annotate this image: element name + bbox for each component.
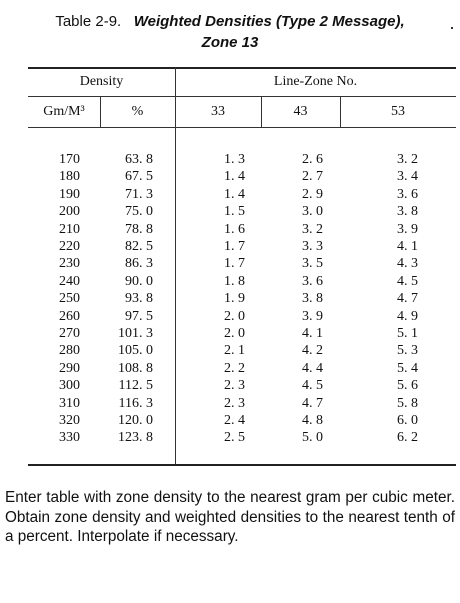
cell-gm: 300 bbox=[59, 378, 80, 394]
cell-percent: 101. 3 bbox=[118, 326, 153, 341]
cell-33: 1. 7 bbox=[224, 256, 245, 272]
cell-percent: 78. 8 bbox=[125, 221, 153, 237]
cell-33: 1. 8 bbox=[224, 273, 245, 289]
cell-gm: 190 bbox=[59, 186, 80, 202]
cell-43: 3. 9 bbox=[302, 308, 323, 324]
cell-43: 3. 5 bbox=[302, 256, 323, 272]
cell-percent: 90. 0 bbox=[125, 273, 153, 289]
table-number: Table 2-9. bbox=[55, 13, 122, 30]
cell-percent: 116. 3 bbox=[118, 395, 153, 411]
cell-53: 4. 7 bbox=[397, 291, 418, 307]
cell-33: 1. 3 bbox=[224, 152, 245, 167]
cell-43: 2. 6 bbox=[302, 152, 323, 167]
cell-33: 1. 5 bbox=[224, 204, 245, 220]
cell-33: 2. 1 bbox=[224, 343, 245, 359]
cell-gm: 290 bbox=[59, 360, 80, 376]
cell-gm: 260 bbox=[59, 308, 80, 324]
cell-43: 5. 0 bbox=[302, 430, 323, 446]
col-header-43: 43 bbox=[293, 104, 308, 119]
cell-33: 1. 7 bbox=[224, 239, 245, 254]
cell-53: 3. 6 bbox=[397, 186, 418, 202]
cell-gm: 180 bbox=[59, 169, 80, 185]
cell-percent: 71. 3 bbox=[125, 186, 153, 202]
cell-53: 5. 8 bbox=[397, 395, 418, 411]
table-title: Weighted Densities (Type 2 Message), bbox=[133, 13, 405, 30]
cell-33: 1. 4 bbox=[224, 186, 245, 202]
cell-percent: 108. 8 bbox=[118, 360, 153, 376]
cell-gm: 240 bbox=[59, 273, 80, 289]
cell-percent: 105. 0 bbox=[118, 343, 153, 359]
cell-53: 6. 0 bbox=[397, 413, 418, 428]
cell-percent: 112. 5 bbox=[118, 378, 153, 394]
line-zone-group-header: Line-Zone No. bbox=[273, 74, 358, 89]
cell-53: 3. 9 bbox=[397, 221, 418, 237]
cell-33: 2. 3 bbox=[224, 395, 245, 411]
cell-gm: 200 bbox=[59, 204, 80, 220]
cell-gm: 330 bbox=[59, 430, 80, 446]
cell-33: 2. 0 bbox=[224, 326, 245, 341]
cell-43: 4. 2 bbox=[302, 343, 323, 359]
cell-gm: 170 bbox=[59, 152, 80, 167]
cell-53: 3. 2 bbox=[397, 152, 418, 167]
cell-43: 3. 8 bbox=[302, 291, 323, 307]
cell-53: 4. 5 bbox=[397, 273, 418, 289]
table-title-zone: Zone 13 bbox=[201, 34, 259, 51]
cell-gm: 270 bbox=[59, 326, 80, 341]
table-caption bbox=[0, 11, 460, 53]
cell-43: 2. 9 bbox=[302, 186, 323, 202]
cell-gm: 230 bbox=[59, 256, 80, 272]
cell-gm: 250 bbox=[59, 291, 80, 307]
table-top-rule bbox=[28, 67, 456, 69]
cell-53: 4. 3 bbox=[397, 256, 418, 272]
cell-gm: 320 bbox=[59, 413, 80, 428]
cell-43: 4. 1 bbox=[302, 326, 323, 341]
cell-percent: 86. 3 bbox=[125, 256, 153, 272]
cell-53: 5. 6 bbox=[397, 378, 418, 394]
col-header-gm: Gm/M³ bbox=[43, 104, 85, 119]
cell-53: 5. 1 bbox=[397, 326, 418, 341]
cell-53: 5. 4 bbox=[397, 360, 418, 376]
cell-43: 4. 7 bbox=[302, 395, 323, 411]
cell-53: 3. 4 bbox=[397, 169, 418, 185]
instruction-note: Enter table with zone density to the nearest gram per cubic meter. Obtain zone density and weighted densities to the nearest tenth of a percent. Interpolate if necessary. bbox=[5, 489, 455, 545]
cell-33: 1. 4 bbox=[224, 169, 245, 185]
cell-53: 4. 1 bbox=[397, 239, 418, 254]
col-header-33: 33 bbox=[211, 104, 225, 119]
cell-percent: 93. 8 bbox=[125, 291, 153, 307]
cell-33: 2. 3 bbox=[224, 378, 245, 394]
cell-43: 4. 4 bbox=[302, 360, 323, 376]
cell-43: 3. 0 bbox=[302, 204, 323, 220]
cell-43: 4. 8 bbox=[302, 413, 323, 428]
cell-percent: 75. 0 bbox=[125, 204, 153, 220]
cell-gm: 220 bbox=[59, 239, 80, 254]
cell-percent: 97. 5 bbox=[125, 308, 153, 324]
cell-33: 2. 2 bbox=[224, 360, 245, 376]
col-header-percent: % bbox=[131, 104, 144, 119]
cell-43: 3. 2 bbox=[302, 221, 323, 237]
cell-percent: 82. 5 bbox=[125, 239, 153, 254]
cell-53: 3. 8 bbox=[397, 204, 418, 220]
cell-53: 5. 3 bbox=[397, 343, 418, 359]
cell-gm: 210 bbox=[59, 221, 80, 237]
cell-53: 4. 9 bbox=[397, 308, 418, 324]
cell-percent: 67. 5 bbox=[125, 169, 153, 185]
cell-gm: 310 bbox=[59, 395, 80, 411]
cell-33: 2. 5 bbox=[224, 430, 245, 446]
cell-percent: 63. 8 bbox=[125, 152, 153, 167]
cell-43: 2. 7 bbox=[302, 169, 323, 185]
cell-33: 2. 0 bbox=[224, 308, 245, 324]
table-bottom-rule bbox=[28, 464, 456, 466]
cell-percent: 120. 0 bbox=[118, 413, 153, 428]
group-header-rule bbox=[28, 96, 456, 97]
cell-percent: 123. 8 bbox=[118, 430, 153, 446]
cell-33: 2. 4 bbox=[224, 413, 245, 428]
cell-33: 1. 6 bbox=[224, 221, 245, 237]
cell-33: 1. 9 bbox=[224, 291, 245, 307]
cell-43: 3. 3 bbox=[302, 239, 323, 254]
cell-43: 3. 6 bbox=[302, 273, 323, 289]
cell-43: 4. 5 bbox=[302, 378, 323, 394]
col-header-53: 53 bbox=[391, 104, 405, 119]
column-header-rule bbox=[28, 127, 456, 128]
density-group-header: Density bbox=[79, 74, 124, 89]
cell-gm: 280 bbox=[59, 343, 80, 359]
cell-53: 6. 2 bbox=[397, 430, 418, 446]
